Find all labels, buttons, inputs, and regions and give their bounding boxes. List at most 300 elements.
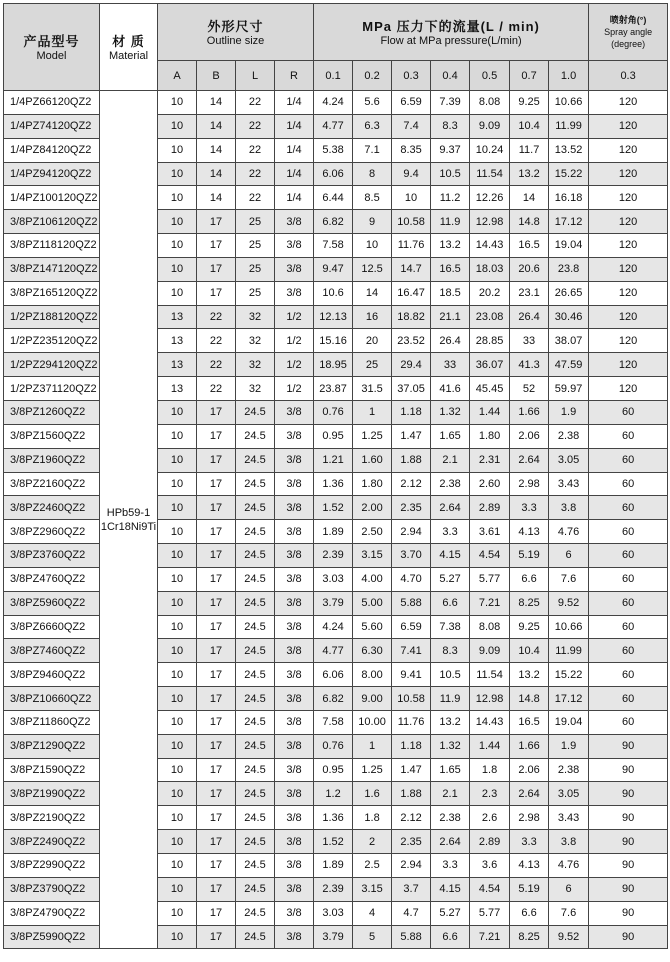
value-cell: 2.94 xyxy=(392,854,431,878)
value-cell: 120 xyxy=(589,91,668,115)
value-cell: 24.5 xyxy=(236,806,275,830)
value-cell: 3.79 xyxy=(314,925,353,949)
value-cell: 1.80 xyxy=(353,472,392,496)
model-cell: 1/4PZ100120QZ2 xyxy=(4,186,100,210)
value-cell: 33 xyxy=(510,329,549,353)
value-cell: 20 xyxy=(353,329,392,353)
value-cell: 17 xyxy=(197,687,236,711)
value-cell: 17 xyxy=(197,854,236,878)
value-cell: 3.61 xyxy=(470,520,510,544)
value-cell: 11.7 xyxy=(510,138,549,162)
value-cell: 2.35 xyxy=(392,496,431,520)
value-cell: 13.2 xyxy=(431,234,470,258)
value-cell: 12.13 xyxy=(314,305,353,329)
value-cell: 90 xyxy=(589,901,668,925)
value-cell: 1.66 xyxy=(510,400,549,424)
value-cell: 120 xyxy=(589,353,668,377)
value-cell: 60 xyxy=(589,424,668,448)
value-cell: 19.04 xyxy=(549,234,589,258)
value-cell: 8.3 xyxy=(431,639,470,663)
value-cell: 3/8 xyxy=(275,448,314,472)
value-cell: 120 xyxy=(589,377,668,401)
value-cell: 5.6 xyxy=(353,91,392,115)
value-cell: 31.5 xyxy=(353,377,392,401)
angle-header xyxy=(589,4,668,61)
nozzle-spec-table xyxy=(3,3,668,949)
value-cell: 15.22 xyxy=(549,663,589,687)
value-cell: 24.5 xyxy=(236,591,275,615)
value-cell: 3/8 xyxy=(275,639,314,663)
pressure-header: 0.3 xyxy=(392,61,431,91)
model-cell: 3/8PZ4790QZ2 xyxy=(4,901,100,925)
value-cell: 17.12 xyxy=(549,687,589,711)
value-cell: 10 xyxy=(158,162,197,186)
value-cell: 10.4 xyxy=(510,639,549,663)
model-cell: 3/8PZ2960QZ2 xyxy=(4,520,100,544)
value-cell: 13 xyxy=(158,377,197,401)
value-cell: 10 xyxy=(158,138,197,162)
value-cell: 10 xyxy=(158,901,197,925)
value-cell: 60 xyxy=(589,591,668,615)
value-cell: 59.97 xyxy=(549,377,589,401)
value-cell: 6 xyxy=(549,877,589,901)
value-cell: 24.5 xyxy=(236,877,275,901)
value-cell: 7.1 xyxy=(353,138,392,162)
value-cell: 17 xyxy=(197,400,236,424)
value-cell: 60 xyxy=(589,710,668,734)
value-cell: 3/8 xyxy=(275,758,314,782)
value-cell: 4.54 xyxy=(470,877,510,901)
value-cell: 12.98 xyxy=(470,210,510,234)
value-cell: 2.64 xyxy=(431,496,470,520)
model-cell: 3/8PZ2490QZ2 xyxy=(4,830,100,854)
value-cell: 10.58 xyxy=(392,687,431,711)
value-cell: 6.6 xyxy=(510,567,549,591)
value-cell: 30.46 xyxy=(549,305,589,329)
value-cell: 19.04 xyxy=(549,710,589,734)
value-cell: 2.00 xyxy=(353,496,392,520)
pressure-header: 0.2 xyxy=(353,61,392,91)
value-cell: 3/8 xyxy=(275,257,314,281)
value-cell: 10 xyxy=(392,186,431,210)
value-cell: 1/4 xyxy=(275,91,314,115)
value-cell: 9.00 xyxy=(353,687,392,711)
value-cell: 1.21 xyxy=(314,448,353,472)
value-cell: 3.8 xyxy=(549,830,589,854)
model-cell: 3/8PZ1560QZ2 xyxy=(4,424,100,448)
value-cell: 14 xyxy=(510,186,549,210)
value-cell: 60 xyxy=(589,520,668,544)
value-cell: 24.5 xyxy=(236,758,275,782)
value-cell: 3/8 xyxy=(275,496,314,520)
value-cell: 5.27 xyxy=(431,901,470,925)
value-cell: 10 xyxy=(158,448,197,472)
value-cell: 13.52 xyxy=(549,138,589,162)
value-cell: 9.52 xyxy=(549,925,589,949)
value-cell: 7.6 xyxy=(549,567,589,591)
value-cell: 120 xyxy=(589,138,668,162)
value-cell: 120 xyxy=(589,114,668,138)
value-cell: 22 xyxy=(236,186,275,210)
value-cell: 3/8 xyxy=(275,854,314,878)
value-cell: 1.9 xyxy=(549,734,589,758)
value-cell: 2 xyxy=(353,830,392,854)
value-cell: 6 xyxy=(549,544,589,568)
value-cell: 3/8 xyxy=(275,234,314,258)
value-cell: 3/8 xyxy=(275,567,314,591)
value-cell: 5.77 xyxy=(470,901,510,925)
value-cell: 6.59 xyxy=(392,91,431,115)
value-cell: 17 xyxy=(197,496,236,520)
value-cell: 0.95 xyxy=(314,424,353,448)
value-cell: 24.5 xyxy=(236,639,275,663)
dim-b-header: B xyxy=(197,61,236,91)
value-cell: 17 xyxy=(197,925,236,949)
value-cell: 5.88 xyxy=(392,925,431,949)
outline-header-cn: 外形尺寸 xyxy=(207,19,264,34)
value-cell: 2.31 xyxy=(470,448,510,472)
value-cell: 22 xyxy=(197,353,236,377)
value-cell: 17 xyxy=(197,710,236,734)
value-cell: 4 xyxy=(353,901,392,925)
value-cell: 10.5 xyxy=(431,162,470,186)
value-cell: 5.19 xyxy=(510,877,549,901)
value-cell: 2.94 xyxy=(392,520,431,544)
value-cell: 1.44 xyxy=(470,400,510,424)
value-cell: 1.36 xyxy=(314,472,353,496)
value-cell: 6.06 xyxy=(314,663,353,687)
value-cell: 1.47 xyxy=(392,758,431,782)
value-cell: 60 xyxy=(589,496,668,520)
value-cell: 5 xyxy=(353,925,392,949)
value-cell: 41.3 xyxy=(510,353,549,377)
value-cell: 10.66 xyxy=(549,615,589,639)
value-cell: 3.6 xyxy=(470,854,510,878)
value-cell: 3.03 xyxy=(314,901,353,925)
value-cell: 10 xyxy=(158,639,197,663)
value-cell: 24.5 xyxy=(236,854,275,878)
table-row xyxy=(4,91,668,115)
value-cell: 4.00 xyxy=(353,567,392,591)
value-cell: 17 xyxy=(197,663,236,687)
value-cell: 14.43 xyxy=(470,710,510,734)
value-cell: 1.25 xyxy=(353,758,392,782)
value-cell: 10 xyxy=(158,234,197,258)
value-cell: 3.3 xyxy=(510,830,549,854)
value-cell: 9.25 xyxy=(510,91,549,115)
table-body xyxy=(4,91,668,949)
value-cell: 14.7 xyxy=(392,257,431,281)
value-cell: 4.76 xyxy=(549,520,589,544)
value-cell: 11.99 xyxy=(549,639,589,663)
value-cell: 10 xyxy=(158,567,197,591)
value-cell: 1.25 xyxy=(353,424,392,448)
value-cell: 9.4 xyxy=(392,162,431,186)
value-cell: 3.3 xyxy=(510,496,549,520)
value-cell: 24.5 xyxy=(236,424,275,448)
value-cell: 24.5 xyxy=(236,567,275,591)
value-cell: 3/8 xyxy=(275,877,314,901)
value-cell: 3.05 xyxy=(549,448,589,472)
value-cell: 36.07 xyxy=(470,353,510,377)
value-cell: 45.45 xyxy=(470,377,510,401)
value-cell: 60 xyxy=(589,639,668,663)
value-cell: 3.3 xyxy=(431,854,470,878)
value-cell: 10 xyxy=(353,234,392,258)
value-cell: 16.5 xyxy=(510,710,549,734)
value-cell: 21.1 xyxy=(431,305,470,329)
value-cell: 16.47 xyxy=(392,281,431,305)
value-cell: 24.5 xyxy=(236,830,275,854)
value-cell: 26.4 xyxy=(510,305,549,329)
value-cell: 9.47 xyxy=(314,257,353,281)
value-cell: 10.66 xyxy=(549,91,589,115)
value-cell: 4.24 xyxy=(314,91,353,115)
value-cell: 90 xyxy=(589,925,668,949)
value-cell: 26.4 xyxy=(431,329,470,353)
value-cell: 3.43 xyxy=(549,806,589,830)
value-cell: 17 xyxy=(197,281,236,305)
value-cell: 32 xyxy=(236,305,275,329)
value-cell: 23.87 xyxy=(314,377,353,401)
model-cell: 1/4PZ84120QZ2 xyxy=(4,138,100,162)
value-cell: 38.07 xyxy=(549,329,589,353)
value-cell: 1.60 xyxy=(353,448,392,472)
value-cell: 16.18 xyxy=(549,186,589,210)
material-header-en: Material xyxy=(108,50,149,62)
value-cell: 17.12 xyxy=(549,210,589,234)
model-cell: 3/8PZ147120QZ2 xyxy=(4,257,100,281)
value-cell: 4.77 xyxy=(314,639,353,663)
value-cell: 8.08 xyxy=(470,615,510,639)
value-cell: 23.52 xyxy=(392,329,431,353)
value-cell: 9.09 xyxy=(470,114,510,138)
value-cell: 1.89 xyxy=(314,520,353,544)
value-cell: 4.77 xyxy=(314,114,353,138)
value-cell: 1.89 xyxy=(314,854,353,878)
value-cell: 7.21 xyxy=(470,925,510,949)
value-cell: 1.88 xyxy=(392,448,431,472)
value-cell: 2.89 xyxy=(470,496,510,520)
model-cell: 3/8PZ1960QZ2 xyxy=(4,448,100,472)
value-cell: 10 xyxy=(158,734,197,758)
model-cell: 1/2PZ188120QZ2 xyxy=(4,305,100,329)
value-cell: 5.00 xyxy=(353,591,392,615)
value-cell: 17 xyxy=(197,448,236,472)
value-cell: 10 xyxy=(158,877,197,901)
value-cell: 6.59 xyxy=(392,615,431,639)
value-cell: 3.70 xyxy=(392,544,431,568)
value-cell: 14 xyxy=(197,114,236,138)
value-cell: 2.12 xyxy=(392,806,431,830)
value-cell: 3/8 xyxy=(275,520,314,544)
value-cell: 17 xyxy=(197,591,236,615)
value-cell: 60 xyxy=(589,567,668,591)
value-cell: 90 xyxy=(589,830,668,854)
material-line1: HPb59-1 xyxy=(106,506,151,519)
value-cell: 3.15 xyxy=(353,877,392,901)
model-cell: 3/8PZ2990QZ2 xyxy=(4,854,100,878)
value-cell: 1.6 xyxy=(353,782,392,806)
value-cell: 11.76 xyxy=(392,234,431,258)
dim-a-header: A xyxy=(158,61,197,91)
value-cell: 3/8 xyxy=(275,591,314,615)
value-cell: 5.27 xyxy=(431,567,470,591)
model-cell: 3/8PZ3790QZ2 xyxy=(4,877,100,901)
value-cell: 14.8 xyxy=(510,210,549,234)
value-cell: 3.03 xyxy=(314,567,353,591)
value-cell: 7.58 xyxy=(314,710,353,734)
value-cell: 10 xyxy=(158,496,197,520)
value-cell: 7.58 xyxy=(314,234,353,258)
value-cell: 3.05 xyxy=(549,782,589,806)
value-cell: 22 xyxy=(197,305,236,329)
value-cell: 10.6 xyxy=(314,281,353,305)
value-cell: 17 xyxy=(197,901,236,925)
value-cell: 17 xyxy=(197,830,236,854)
value-cell: 6.3 xyxy=(353,114,392,138)
value-cell: 2.64 xyxy=(431,830,470,854)
value-cell: 1.65 xyxy=(431,424,470,448)
value-cell: 10 xyxy=(158,91,197,115)
value-cell: 23.1 xyxy=(510,281,549,305)
value-cell: 17 xyxy=(197,806,236,830)
value-cell: 33 xyxy=(431,353,470,377)
pressure-header: 0.1 xyxy=(314,61,353,91)
value-cell: 17 xyxy=(197,424,236,448)
value-cell: 15.16 xyxy=(314,329,353,353)
value-cell: 52 xyxy=(510,377,549,401)
value-cell: 24.5 xyxy=(236,710,275,734)
value-cell: 22 xyxy=(236,162,275,186)
value-cell: 9.25 xyxy=(510,615,549,639)
value-cell: 10.00 xyxy=(353,710,392,734)
model-cell: 1/4PZ66120QZ2 xyxy=(4,91,100,115)
value-cell: 3.3 xyxy=(431,520,470,544)
value-cell: 3/8 xyxy=(275,544,314,568)
value-cell: 4.70 xyxy=(392,567,431,591)
value-cell: 120 xyxy=(589,329,668,353)
value-cell: 10 xyxy=(158,520,197,544)
value-cell: 3.15 xyxy=(353,544,392,568)
value-cell: 25 xyxy=(236,210,275,234)
value-cell: 3/8 xyxy=(275,734,314,758)
value-cell: 120 xyxy=(589,186,668,210)
value-cell: 0.95 xyxy=(314,758,353,782)
value-cell: 120 xyxy=(589,281,668,305)
value-cell: 25 xyxy=(353,353,392,377)
value-cell: 24.5 xyxy=(236,663,275,687)
value-cell: 3/8 xyxy=(275,710,314,734)
value-cell: 2.60 xyxy=(470,472,510,496)
value-cell: 3.43 xyxy=(549,472,589,496)
value-cell: 1.32 xyxy=(431,400,470,424)
value-cell: 26.65 xyxy=(549,281,589,305)
value-cell: 1/4 xyxy=(275,138,314,162)
value-cell: 11.76 xyxy=(392,710,431,734)
value-cell: 6.82 xyxy=(314,210,353,234)
value-cell: 1.80 xyxy=(470,424,510,448)
value-cell: 10.58 xyxy=(392,210,431,234)
value-cell: 8.3 xyxy=(431,114,470,138)
value-cell: 3.7 xyxy=(392,877,431,901)
value-cell: 11.2 xyxy=(431,186,470,210)
value-cell: 60 xyxy=(589,663,668,687)
value-cell: 9.41 xyxy=(392,663,431,687)
value-cell: 5.60 xyxy=(353,615,392,639)
value-cell: 17 xyxy=(197,639,236,663)
value-cell: 2.38 xyxy=(431,806,470,830)
value-cell: 22 xyxy=(236,114,275,138)
value-cell: 60 xyxy=(589,615,668,639)
value-cell: 3/8 xyxy=(275,925,314,949)
value-cell: 2.38 xyxy=(549,758,589,782)
value-cell: 90 xyxy=(589,782,668,806)
value-cell: 10 xyxy=(158,472,197,496)
value-cell: 10 xyxy=(158,424,197,448)
value-cell: 11.99 xyxy=(549,114,589,138)
value-cell: 6.6 xyxy=(510,901,549,925)
value-cell: 24.5 xyxy=(236,448,275,472)
value-cell: 3.8 xyxy=(549,496,589,520)
material-header-cn: 材 质 xyxy=(112,34,145,49)
value-cell: 37.05 xyxy=(392,377,431,401)
value-cell: 8.25 xyxy=(510,591,549,615)
value-cell: 1.18 xyxy=(392,734,431,758)
pressure-header: 1.0 xyxy=(549,61,589,91)
value-cell: 1.88 xyxy=(392,782,431,806)
model-cell: 3/8PZ165120QZ2 xyxy=(4,281,100,305)
material-line2: 1Cr18Ni9Ti xyxy=(100,520,157,533)
value-cell: 17 xyxy=(197,234,236,258)
value-cell: 3/8 xyxy=(275,901,314,925)
value-cell: 24.5 xyxy=(236,782,275,806)
value-cell: 17 xyxy=(197,257,236,281)
model-cell: 3/8PZ9460QZ2 xyxy=(4,663,100,687)
value-cell: 6.6 xyxy=(431,925,470,949)
value-cell: 5.38 xyxy=(314,138,353,162)
angle-header-en2: (degree) xyxy=(611,39,646,49)
pressure-header: 0.4 xyxy=(431,61,470,91)
value-cell: 10 xyxy=(158,663,197,687)
value-cell: 1.9 xyxy=(549,400,589,424)
value-cell: 22 xyxy=(197,377,236,401)
material-cell xyxy=(100,91,158,949)
dim-r-header: R xyxy=(275,61,314,91)
value-cell: 24.5 xyxy=(236,687,275,711)
value-cell: 8.35 xyxy=(392,138,431,162)
value-cell: 120 xyxy=(589,162,668,186)
value-cell: 4.13 xyxy=(510,520,549,544)
value-cell: 10 xyxy=(158,782,197,806)
value-cell: 10 xyxy=(158,400,197,424)
value-cell: 18.5 xyxy=(431,281,470,305)
value-cell: 13 xyxy=(158,329,197,353)
model-cell: 3/8PZ1260QZ2 xyxy=(4,400,100,424)
value-cell: 3/8 xyxy=(275,615,314,639)
model-cell: 3/8PZ7460QZ2 xyxy=(4,639,100,663)
value-cell: 6.44 xyxy=(314,186,353,210)
value-cell: 3/8 xyxy=(275,424,314,448)
value-cell: 11.9 xyxy=(431,210,470,234)
value-cell: 10 xyxy=(158,806,197,830)
value-cell: 2.39 xyxy=(314,544,353,568)
value-cell: 2.64 xyxy=(510,782,549,806)
value-cell: 11.54 xyxy=(470,663,510,687)
value-cell: 90 xyxy=(589,758,668,782)
model-cell: 3/8PZ6660QZ2 xyxy=(4,615,100,639)
value-cell: 17 xyxy=(197,758,236,782)
